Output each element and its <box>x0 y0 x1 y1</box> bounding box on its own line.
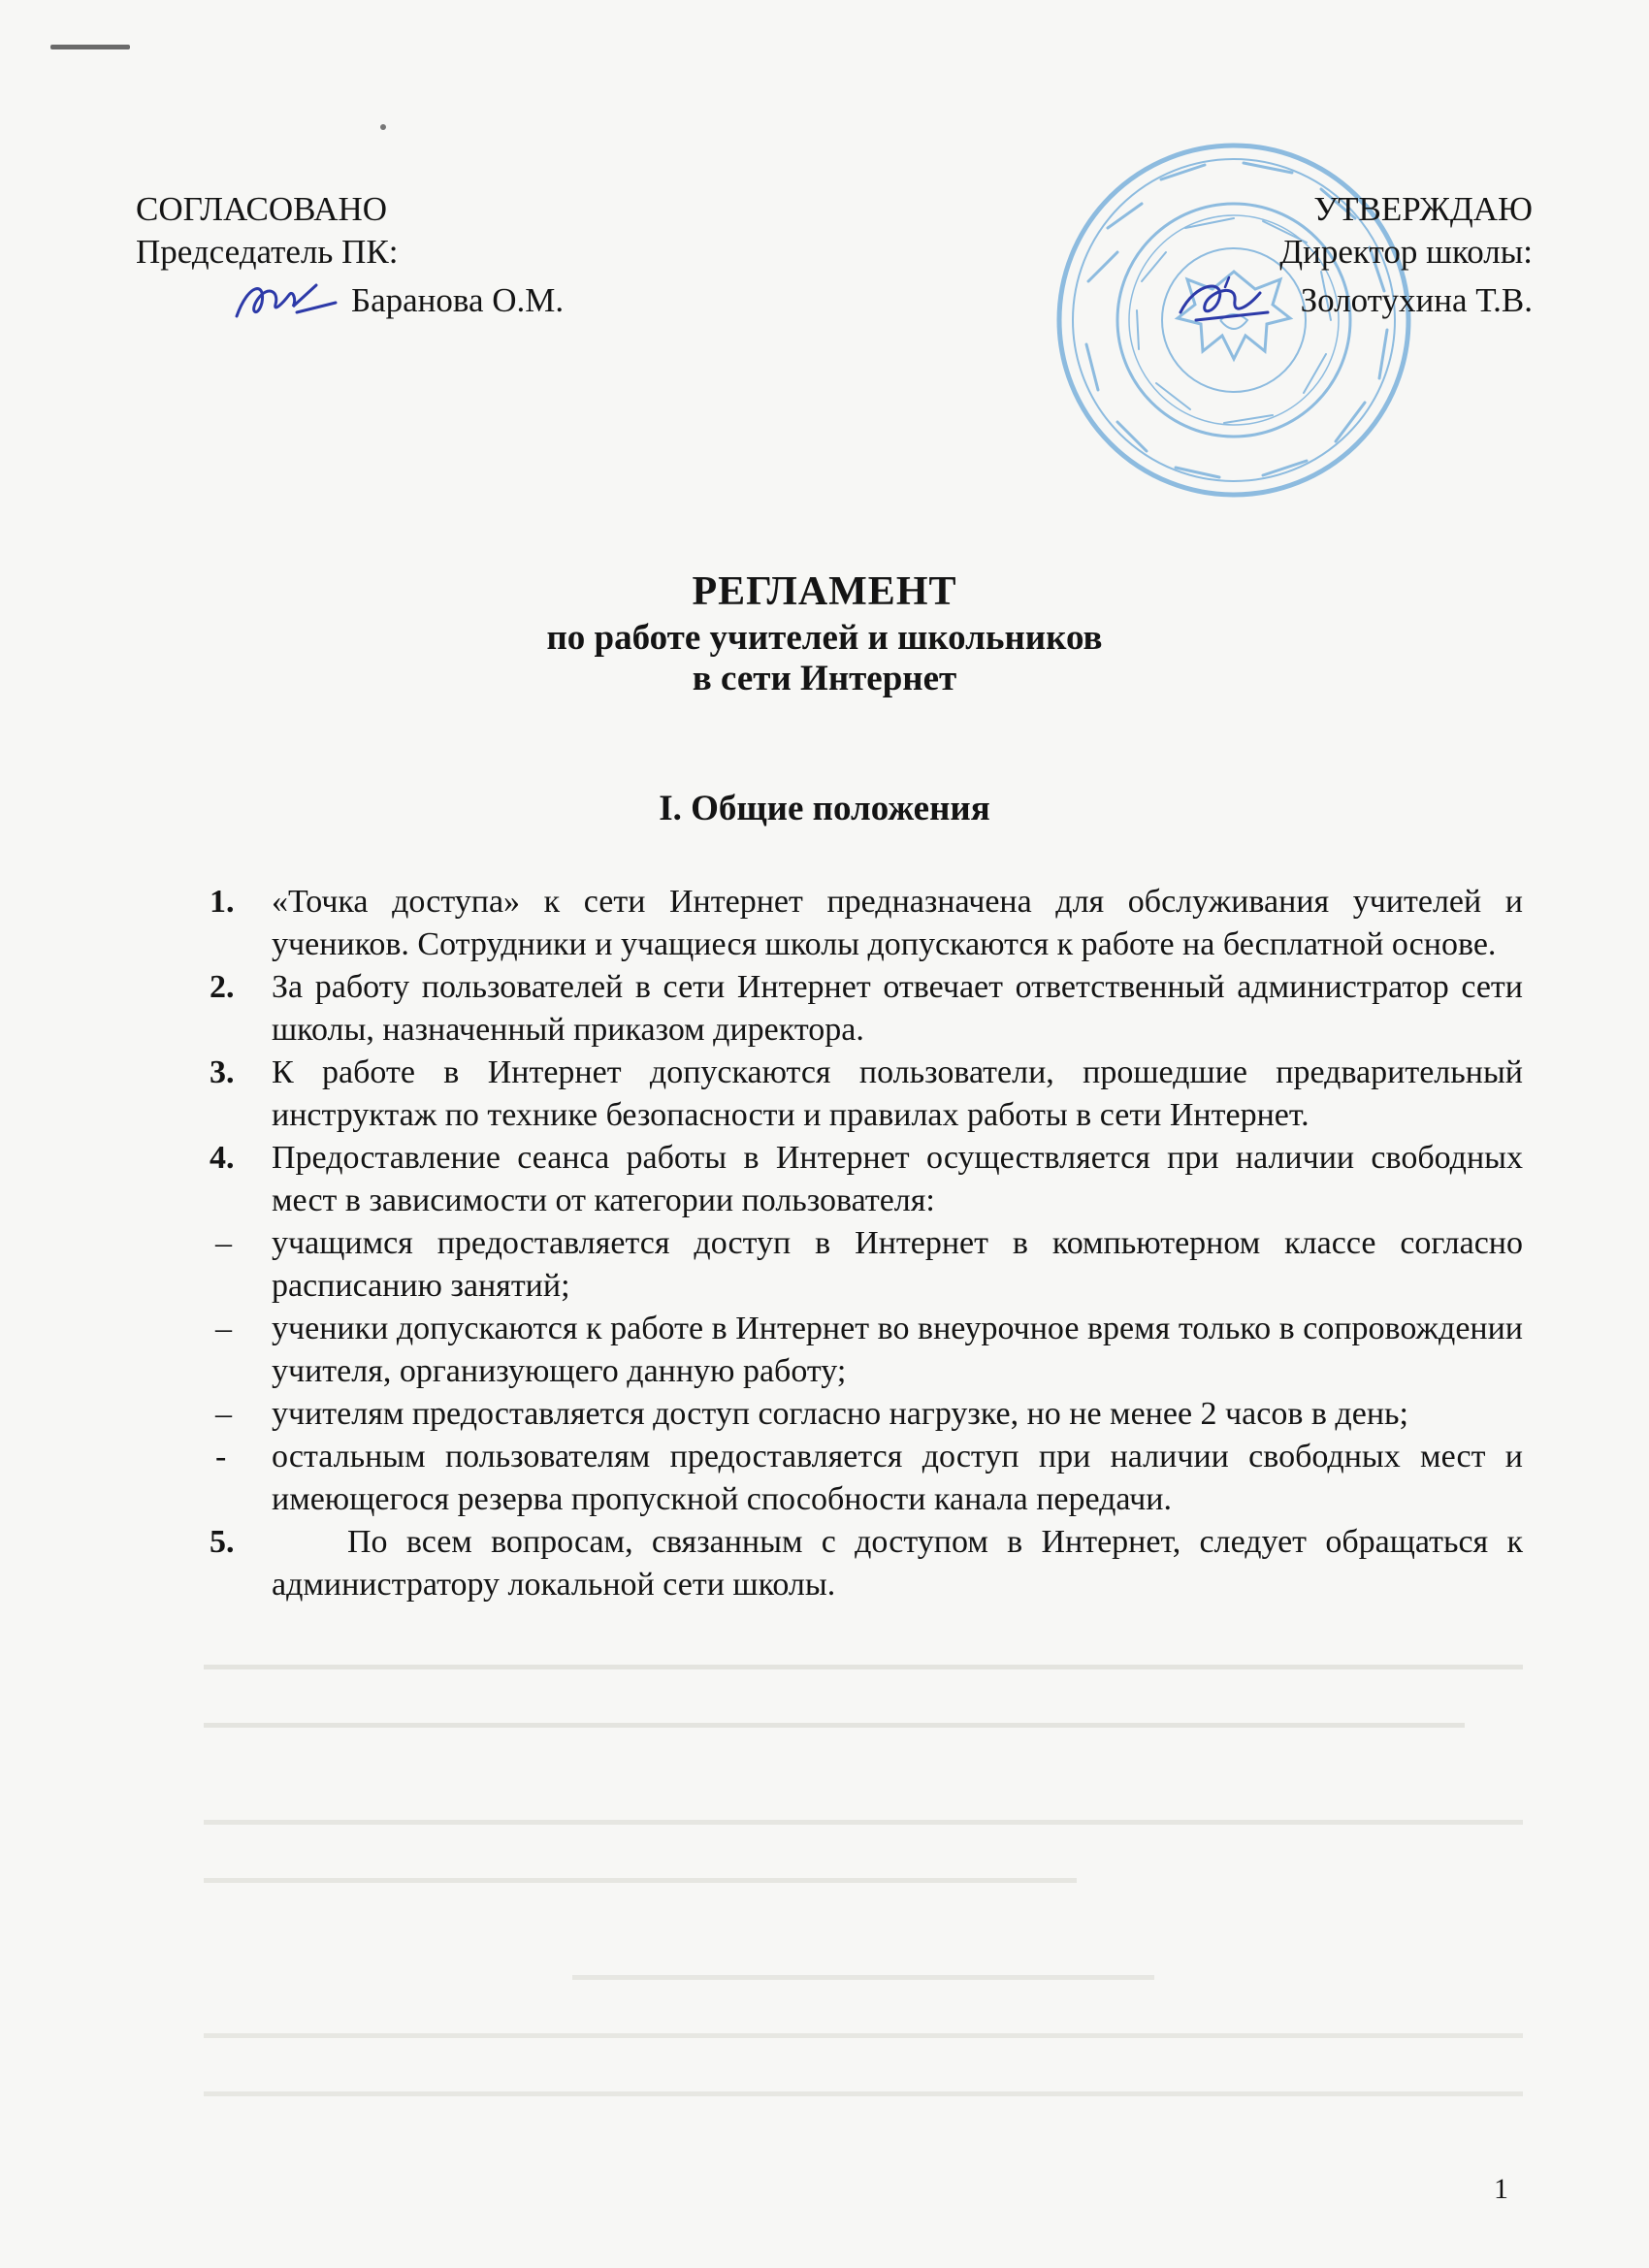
approval-block-left <box>136 188 679 328</box>
regulation-list <box>204 881 1523 1606</box>
list-item-text: учителям предоставляется доступ согласно нагрузке, но не менее 2 часов в день; <box>272 1396 1408 1432</box>
approval-signature-line <box>136 274 679 328</box>
document-subtitle-line-2: в сети Интернет <box>692 659 957 698</box>
list-item-text: Предоставление сеанса работы в Интернет осуществляется при наличии свободных мест в зависимости от категории пользователя: <box>272 1140 1523 1218</box>
scan-artifact <box>50 45 130 49</box>
list-marker: - <box>215 1439 227 1474</box>
bleed-through-line <box>204 1649 1523 1682</box>
approval-label: СОГЛАСОВАНО <box>136 190 388 228</box>
bleed-through-line <box>204 1804 1523 1837</box>
list-item <box>204 1222 1523 1308</box>
list-marker: 4. <box>210 1140 235 1176</box>
list-marker: 5. <box>210 1524 235 1560</box>
list-item <box>204 881 1523 966</box>
section-heading: I. Общие положения <box>659 789 990 828</box>
list-item <box>204 1052 1523 1137</box>
bleed-through-line <box>204 1863 1523 1895</box>
approval-name: Золотухина Т.В. <box>1300 281 1533 319</box>
approval-name: Баранова О.М. <box>351 281 565 319</box>
bleed-through-line <box>204 1707 1523 1740</box>
document-subtitle-line-1: по работе учителей и школьников <box>546 618 1103 658</box>
list-item-text: К работе в Интернет допускаются пользователи, прошедшие предварительный инструктаж по технике безопасности и правилах работы в сети Интернет. <box>272 1054 1523 1133</box>
list-marker: 3. <box>210 1054 235 1090</box>
list-item-text: ученики допускаются к работе в Интернет во внеурочное время только в сопровождении учителя, организующего данную работу; <box>272 1311 1523 1389</box>
list-item-text: остальным пользователям предоставляется доступ при наличии свободных мест и имеющегося резерва пропускной способности канала передачи. <box>272 1439 1523 1517</box>
list-marker: – <box>215 1311 232 1346</box>
list-item <box>204 1521 1523 1606</box>
approval-position: Директор школы: <box>1279 233 1533 271</box>
list-marker: – <box>215 1396 232 1432</box>
bleed-through-line <box>204 2018 1523 2051</box>
list-marker: – <box>215 1225 232 1261</box>
list-item <box>204 1308 1523 1393</box>
list-item <box>204 1393 1523 1436</box>
approval-block-right <box>1028 188 1533 328</box>
list-item-text: По всем вопросам, связанным с доступом в Интернет, следует обращаться к администратору локальной сети школы. <box>272 1524 1523 1603</box>
list-item-text: учащимся предоставляется доступ в Интернет в компьютерном классе согласно расписанию занятий; <box>272 1225 1523 1304</box>
document-title: РЕГЛАМЕНТ <box>692 569 957 614</box>
signature-icon <box>1167 274 1283 328</box>
list-item <box>204 1137 1523 1222</box>
scan-artifact-dot <box>380 124 386 130</box>
list-item-text: За работу пользователей в сети Интернет отвечает ответственный администратор сети школы, назначенный приказом директора. <box>272 969 1523 1048</box>
list-marker: 1. <box>210 884 235 920</box>
list-item <box>204 966 1523 1052</box>
page-number: 1 <box>1494 2173 1508 2205</box>
approval-signature-line <box>1028 274 1533 328</box>
signature-icon <box>229 274 345 328</box>
approval-position: Председатель ПК: <box>136 233 399 271</box>
approval-label: УТВЕРЖДАЮ <box>1313 190 1533 228</box>
list-item-text: «Точка доступа» к сети Интернет предназначена для обслуживания учителей и учеников. Сотрудники и учащиеся школы допускаются к работе на бесплатной основе. <box>272 884 1523 962</box>
list-marker: 2. <box>210 969 235 1005</box>
bleed-through-line <box>204 1960 1523 1993</box>
bleed-through-line <box>204 2076 1523 2109</box>
list-item <box>204 1436 1523 1521</box>
